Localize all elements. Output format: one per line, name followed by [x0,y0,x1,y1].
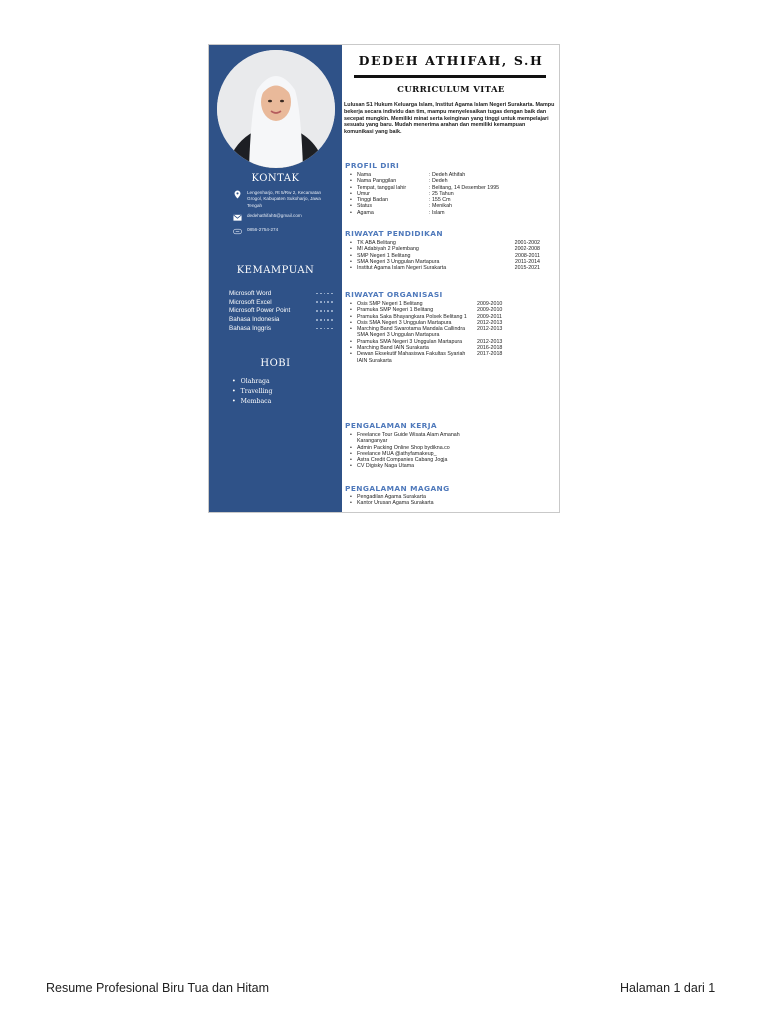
skill-item [229,324,333,333]
phone-text[interactable]: 0856-2754-274 [247,227,279,232]
org-name: • Dewan Eksekutif Mahasiswa Fakultas Syariah IAIN Surakarta [357,351,466,364]
footer-page-number: Halaman 1 dari 1 [620,981,716,995]
list-item: • Pengadilan Agama Surakarta [350,494,554,500]
org-name: • Pramuka SMA Negeri 3 Unggulan Martapura [357,338,463,345]
profil-list [350,172,554,216]
hobby-item: • Travelling [232,387,272,397]
skill-label: Bahasa Indonesia [229,316,280,324]
document-title: CURRICULUM VITAE [397,85,505,95]
list-item: • Freelance Tour Guide Wisata Alam Amanah Karanganyar [350,432,468,445]
org-years: 2012-2013 [477,326,503,333]
school-name: • Institut Agama Islam Negeri Surakarta [357,265,447,272]
skill-label: Microsoft Excel [229,298,272,306]
list-item: • CV Digisky Naga Utama [350,463,468,469]
organisasi-list [350,301,554,364]
hobby-list [232,377,272,407]
skill-item [229,315,333,324]
list-item: • Astra Credit Companies Cabang Jogja [350,457,468,463]
skill-item [229,289,333,298]
hobi-heading: HOBI [260,358,291,369]
profile-photo-image [217,50,335,168]
resume-page [208,44,560,513]
organisasi-heading: RIWAYAT ORGANISASI [345,290,443,299]
profil-key: • Tempat, tanggal lahir [357,184,407,191]
skill-label: Microsoft Power Point [229,307,291,315]
profil-value: : Dedeh Athifah [429,172,466,178]
pendidikan-heading: RIWAYAT PENDIDIKAN [345,229,443,238]
org-name: • Pramuka Saka Bhayangkara Polsek Belitang 1 [357,313,467,320]
list-item: • Admin Packing Online Shop bydikna.co [350,445,468,451]
org-name: • Osis SMA Negeri 3 Unggulan Martapura [357,319,452,326]
school-name: • SMA Negeri 3 Unggulan Martapura [357,258,440,265]
profil-key: • Umur [357,190,370,197]
profil-value: : Belitang, 14 Desember 1995 [429,184,500,191]
school-name: • SMP Negeri 1 Belitang [357,252,411,259]
school-years: 2015-2021 [514,265,540,272]
profil-value: : Islam [429,209,445,216]
list-item: • Kantor Urusan Agama Surakarta [350,500,554,506]
phone-row [233,227,278,236]
skill-rating-dots [316,293,333,295]
org-years: 2009-2011 [477,313,502,320]
list-item [350,326,554,339]
org-name: • Osis SMP Negeri 1 Belitang [357,301,423,307]
profil-value: : 155 Cm [429,197,451,204]
school-years: 2002-2008 [514,246,540,253]
list-item [350,351,554,364]
phone-icon [233,227,242,236]
profil-key: • Nama Panggilan [357,178,397,185]
org-years: 2016-2018 [477,345,503,352]
name-divider [354,75,546,78]
kerja-heading: PENGALAMAN KERJA [345,421,438,430]
magang-heading: PENGALAMAN MAGANG [345,484,450,493]
school-name: • TK ABA Belitang [357,240,396,246]
email-text[interactable]: dedehathifah5@gmail.com [247,213,302,218]
school-name: • MI Adabiyah 2 Palembang [357,246,419,253]
skill-label: Bahasa Inggris [229,325,272,333]
location-pin-icon [233,190,242,199]
skill-rating-dots [316,319,333,321]
skill-item [229,307,333,316]
profil-key: • Status [357,203,373,210]
org-name: • Marching Band Swarotama Mandala Callindra SMA Negeri 3 Unggulan Martapura [357,326,466,339]
profile-photo [217,50,335,168]
org-years: 2017-2018 [477,351,503,358]
profil-value: : Menikah [429,203,452,210]
kemampuan-heading: KEMAMPUAN [236,265,315,276]
profil-heading: PROFIL DIRI [345,161,400,170]
profil-key: • Nama [357,172,372,178]
summary-text: Lulusan S1 Hukum Keluarga Islam, Institut Agama Islam Negeri Surakarta. Mampu bekerja secara individu dan tim, mampu menyelesaikan tugas dengan baik dan secepat mungkin. Memiliki minat serta keinginan yang tinggi untuk mempelajari sesuatu yang baru. Mudah menerima arahan dan memiliki kemampuan komunikasi yang baik. [344,102,555,136]
list-item [350,265,554,271]
profil-value: : 25 Tahun [429,190,454,197]
magang-list [350,494,554,507]
skill-rating-dots [316,328,333,330]
email-row [233,213,302,222]
org-years: 2009-2010 [477,301,503,307]
org-years: 2012-2013 [477,319,503,326]
list-item [350,210,554,216]
address-text: Lengenharjo, Rt 5/Rw 2, Kecamatan Grogol, Kabupaten Sukoharjo, Jawa Tengah [247,190,322,208]
footer-document-title: Resume Profesional Biru Tua dan Hitam [46,981,270,995]
org-years: 2009-2010 [477,307,503,314]
school-years: 2008-2011 [515,252,540,259]
profil-key: • Agama [357,209,374,216]
hobby-item: • Membaca [232,397,272,407]
org-name: • Pramuka SMP Negeri 1 Belitang [357,307,434,314]
school-years: 2001-2002 [514,240,540,246]
org-years: 2012-2013 [477,338,503,345]
address-row [233,190,329,209]
kontak-heading: KONTAK [251,173,300,184]
list-item: • Freelance MUA @athyfamakeup_ [350,451,468,457]
profil-key: • Tinggi Badan [357,197,389,204]
resume-main [342,45,559,512]
kerja-list [350,432,468,470]
pendidikan-list [350,240,554,271]
skill-item [229,298,333,307]
school-years: 2011-2014 [515,258,540,265]
skill-label: Microsoft Word [229,289,272,297]
candidate-name: DEDEH ATHIFAH, S.H [358,53,544,68]
mail-icon [233,213,242,222]
hobby-item: • Olahraga [232,377,272,387]
org-name: • Marching Band IAIN Surakarta [357,345,429,352]
skill-rating-dots [316,310,333,312]
resume-sidebar [209,45,342,512]
profil-value: : Dedeh [429,178,448,185]
skills-list [229,289,333,333]
skill-rating-dots [316,301,333,303]
